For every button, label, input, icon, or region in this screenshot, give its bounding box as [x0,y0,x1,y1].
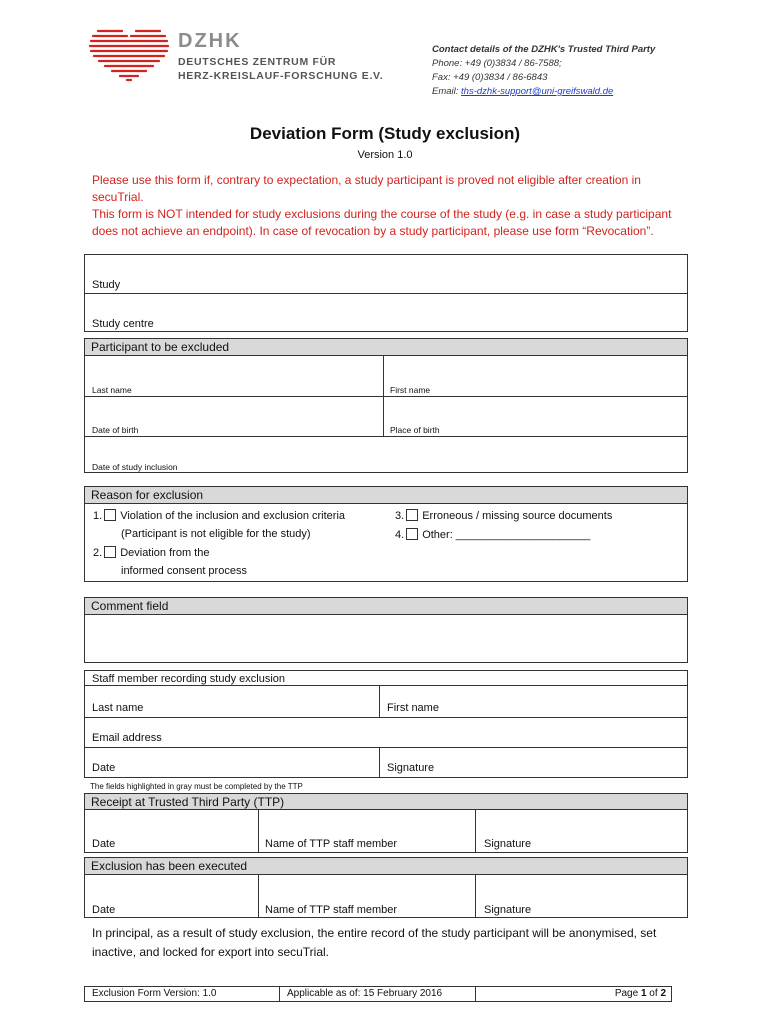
staff-heading: Staff member recording study exclusion [92,673,285,685]
contact-details [432,43,655,99]
contact-email-row [432,85,655,99]
page-of: of [646,988,661,999]
divider [85,747,687,748]
receipt-section [84,793,688,853]
option-label: Violation of the inclusion and exclusion criteria [120,510,346,522]
option-number: 1. [93,510,103,522]
comment-field[interactable] [85,615,687,662]
dzhk-heart-logo [88,26,170,82]
receipt-date-label: Date [92,838,116,850]
option-label: Other: ______________________ [422,529,591,541]
staff-section [84,670,688,778]
version-label: Version 1.0 [357,149,413,161]
divider [85,396,687,397]
page-footer [84,986,672,1002]
reason-section [84,486,688,582]
contact-email-label: Email: [432,86,462,97]
page-total: 2 [660,988,666,999]
contact-fax: Fax: +49 (0)3834 / 86-6843 [432,72,548,83]
staff-first-name-label: First name [387,702,439,714]
reason-option-2-sub: informed consent process [121,565,247,577]
org-abbreviation: DZHK [178,30,242,52]
org-name-line2: HERZ-KREISLAUF-FORSCHUNG E.V. [178,70,384,82]
reason-option-1-sub: (Participant is not eligible for the study) [121,528,311,540]
receipt-staff-name-label: Name of TTP staff member [265,838,398,850]
page-prefix: Page [614,988,641,999]
divider [379,685,380,717]
staff-date-label: Date [92,762,116,774]
participant-inclusion-date-label: Date of study inclusion [92,462,178,472]
divider [258,875,259,917]
comment-heading: Comment field [85,598,687,615]
option-label: Erroneous / missing source documents [422,510,613,522]
participant-heading: Participant to be excluded [85,339,687,356]
staff-last-name-label: Last name [92,702,144,714]
divider [475,875,476,917]
divider [85,293,687,294]
page-current: 1 [640,988,647,999]
checkbox-source-documents[interactable] [406,509,418,521]
reason-option-3[interactable] [395,509,612,522]
intro-instructions [92,172,672,240]
study-box [84,254,688,332]
reason-option-2[interactable] [93,546,209,559]
participant-first-name-label: First name [390,385,431,395]
study-centre-label: Study centre [92,318,154,330]
executed-section [84,857,688,918]
staff-email-label: Email address [92,732,162,744]
contact-phone: Phone: +49 (0)3834 / 86-7588; [432,58,562,69]
receipt-signature-label: Signature [484,838,532,850]
divider [85,717,687,718]
option-number: 2. [93,547,103,559]
checkbox-other[interactable] [406,528,418,540]
reason-option-4[interactable] [395,528,590,541]
divider [258,810,259,852]
option-label: Deviation from the [120,547,210,559]
footer-applicable-date: Applicable as of: 15 February 2016 [287,988,443,999]
receipt-heading: Receipt at Trusted Third Party (TTP) [85,794,687,810]
intro-paragraph-2: This form is NOT intended for study exclusions during the course of the study (e.g. in case a study participant does not achieve an endpoint). In case of revocation by a study participant, please use form “Revocation”. [92,207,672,238]
divider [475,810,476,852]
org-full-name [178,55,383,83]
intro-paragraph-1: Please use this form if, contrary to expectation, a study participant is proved not eligible after creation in secuTrial. [92,173,641,204]
option-number: 4. [395,529,405,541]
closing-statement: In principal, as a result of study exclusion, the entire record of the study participant will be anonymised, set inactive, and locked for export into secuTrial. [92,926,657,959]
divider [85,436,687,437]
executed-date-label: Date [92,904,116,916]
footer-page-number [615,987,666,1001]
executed-signature-label: Signature [484,904,532,916]
page-title: Deviation Form (Study exclusion) [249,124,521,143]
checkbox-violation[interactable] [104,509,116,521]
divider [85,685,687,686]
comment-section [84,597,688,663]
study-label: Study [92,279,121,291]
participant-dob-label: Date of birth [92,425,139,435]
reason-heading: Reason for exclusion [85,487,687,504]
ttp-note: The fields highlighted in gray must be completed by the TTP [90,782,303,791]
divider [279,987,280,1001]
divider [383,356,384,436]
executed-heading: Exclusion has been executed [85,858,687,875]
reason-option-1[interactable] [93,509,345,522]
participant-section [84,338,688,473]
contact-heading: Contact details of the DZHK's Trusted Third Party [432,44,656,55]
org-name-line1: DEUTSCHES ZENTRUM FÜR [178,56,337,68]
divider [379,747,380,777]
participant-last-name-label: Last name [92,385,132,395]
staff-signature-label: Signature [387,762,435,774]
checkbox-consent-deviation[interactable] [104,546,116,558]
option-number: 3. [395,510,405,522]
contact-email-link[interactable]: ths-dzhk-support@uni-greifswald.de [461,86,614,97]
footer-form-version: Exclusion Form Version: 1.0 [92,988,217,999]
divider [475,987,476,1001]
participant-pob-label: Place of birth [390,425,440,435]
executed-staff-name-label: Name of TTP staff member [265,904,398,916]
